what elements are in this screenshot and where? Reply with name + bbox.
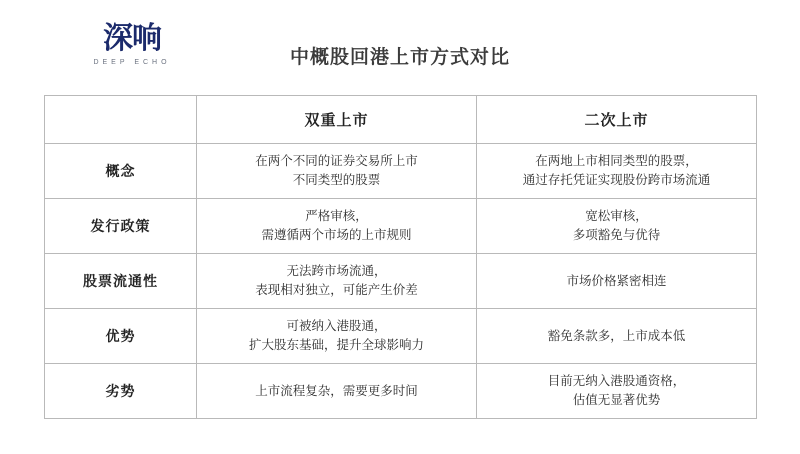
table-header-row xyxy=(45,96,757,144)
table-cell xyxy=(477,144,757,199)
table-cell xyxy=(197,309,477,364)
cell-line: 严格审核， xyxy=(305,209,368,223)
cell-line: 宽松审核， xyxy=(585,209,648,223)
cell-line: 豁免条款多，上市成本低 xyxy=(547,328,686,343)
cell-line: 估值无显著优势 xyxy=(572,393,661,407)
table-row xyxy=(45,199,757,254)
table-cell xyxy=(197,254,477,309)
cell-line: 市场价格紧密相连 xyxy=(566,273,667,288)
cell-line: 无法跨市场流通， xyxy=(286,264,387,278)
cell-line: 可被纳入港股通， xyxy=(286,319,387,333)
table-corner-cell xyxy=(45,96,197,144)
cell-line: 需遵循两个市场的上市规则 xyxy=(261,228,412,242)
logo-subtitle: DEEP ECHO xyxy=(93,59,171,66)
table-cell xyxy=(197,144,477,199)
logo-mark: 深响 xyxy=(103,21,161,56)
table-cell xyxy=(477,254,757,309)
cell-line: 通过存托凭证实现股份跨市场流通 xyxy=(522,173,711,187)
row-label: 优势 xyxy=(45,309,197,364)
page-title: 中概股回港上市方式对比 xyxy=(289,47,510,68)
column-header-0: 双重上市 xyxy=(197,96,477,144)
table-row xyxy=(45,309,757,364)
cell-line: 上市流程复杂，需要更多时间 xyxy=(255,383,418,398)
comparison-table-wrapper xyxy=(44,95,756,419)
column-header-1: 二次上市 xyxy=(477,96,757,144)
table-row xyxy=(45,364,757,419)
cell-line: 扩大股东基础，提升全球影响力 xyxy=(248,338,424,352)
cell-line: 表现相对独立，可能产生价差 xyxy=(255,283,418,297)
cell-line: 在两个不同的证券交易所上市 xyxy=(255,154,418,168)
table-row xyxy=(45,254,757,309)
table-cell xyxy=(477,199,757,254)
row-label: 股票流通性 xyxy=(45,254,197,309)
table-cell xyxy=(477,364,757,419)
row-label: 概念 xyxy=(45,144,197,199)
cell-line: 多项豁免与优待 xyxy=(572,228,661,242)
table-body xyxy=(45,96,757,419)
comparison-table xyxy=(44,95,757,419)
row-label: 发行政策 xyxy=(45,199,197,254)
document-header xyxy=(0,0,800,88)
cell-line: 在两地上市相同类型的股票， xyxy=(535,154,698,168)
table-row xyxy=(45,144,757,199)
cell-line: 目前无纳入港股通资格， xyxy=(547,374,686,388)
table-cell xyxy=(197,199,477,254)
row-label: 劣势 xyxy=(45,364,197,419)
table-cell xyxy=(197,364,477,419)
table-cell xyxy=(477,309,757,364)
cell-line: 不同类型的股票 xyxy=(292,173,381,187)
